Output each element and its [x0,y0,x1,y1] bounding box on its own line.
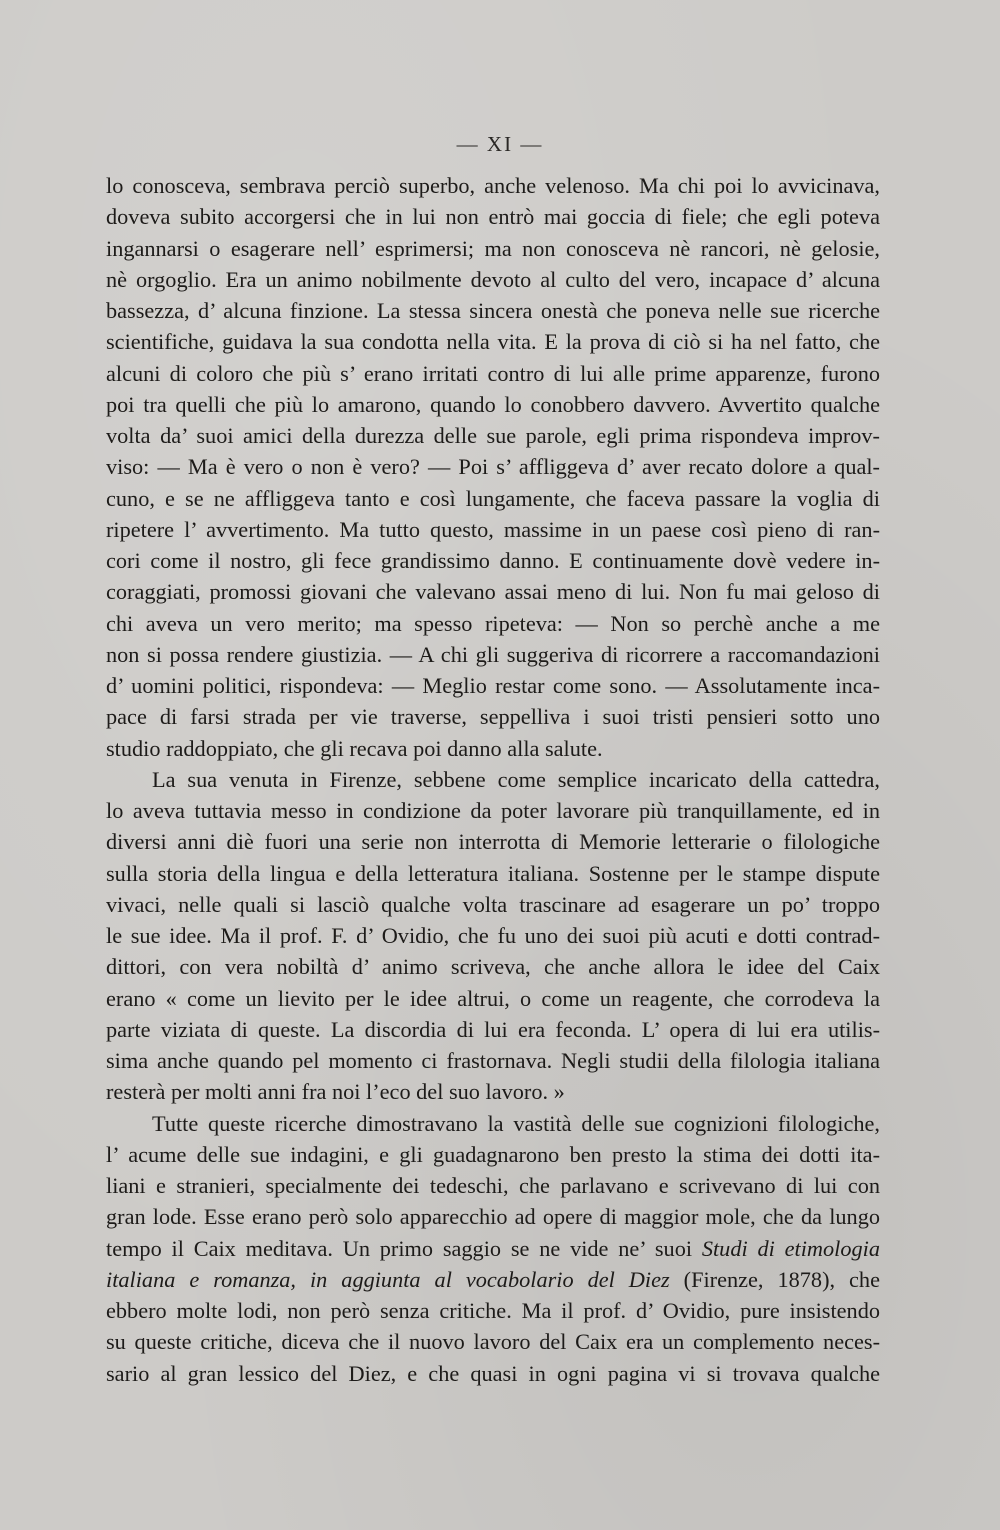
text-line: non si possa rendere giustizia. — A chi gli suggeriva di ricorrere a raccomandazioni [106,641,880,667]
text-line: cuno, e se ne affliggeva tanto e così lungamente, che faceva passare la voglia di [106,485,880,511]
text-line: chi aveva un vero merito; ma spesso ripeteva: — Non so perchè anche a me [106,610,880,636]
text-line: ripetere l’ avvertimento. Ma tutto questo, massime in un paese così pieno di ran- [106,516,880,542]
body-text [106,170,880,1389]
text-line: viso: — Ma è vero o non è vero? — Poi s’ affliggeva d’ aver recato dolore a qual- [106,454,880,480]
text-line: studio raddoppiato, che gli recava poi danno alla salute. [106,735,603,761]
text-line: bassezza, d’ alcuna finzione. La stessa sincera onestà che poneva nelle sue ricerche [106,298,880,323]
text-line: nè orgoglio. Era un animo nobilmente devoto al culto del vero, incapace d’ alcuna [106,266,880,292]
text-line: lo aveva tuttavia messo in condizione da poter lavorare più tranquillamente, ed in [106,798,880,823]
text-line: gran lode. Esse erano però solo apparecchio ad opere di maggior mole, che da lungo [106,1204,880,1230]
text-line: liani e stranieri, specialmente dei tedeschi, che parlavano e scrivevano di lui con [106,1173,880,1198]
text-line: Tutte queste ricerche dimostravano la vastità delle sue cognizioni filologiche, [152,1110,880,1136]
text-line: erano « come un lievito per le idee altrui, o come un reagente, che corrodeva la [106,985,880,1011]
text-line: dittori, con vera nobiltà d’ animo scriveva, che anche allora le idee del Caix [106,954,880,980]
text-segment: tempo il Caix meditava. Un primo saggio se ne vide ne’ suoi [106,1235,702,1261]
text-line: parte viziata di queste. La discordia di lui era feconda. L’ opera di lui era utilis- [106,1016,880,1042]
text-line [106,1233,880,1264]
page-number: — XI — [456,132,544,156]
text-line: le sue idee. Ma il prof. F. d’ Ovidio, che fu uno dei suoi più acuti e dotti contrad- [106,923,880,948]
text-line: vivaci, nelle quali si lasciò qualche volta trascinare ad esagerare un po’ troppo [106,891,880,917]
text-line: ebbero molte lodi, non però senza critiche. Ma il prof. d’ Ovidio, pure insistendo [106,1298,880,1323]
text-line: volta da’ suoi amici della durezza delle sue parole, egli prima rispondeva improv- [106,423,880,448]
text-line: resterà per molti anni fra noi l’eco del suo lavoro. » [106,1079,565,1105]
text-line: sima anche quando pel momento ci frastornava. Negli studii della filologia italiana [106,1048,880,1073]
text-line: l’ acume delle sue indagini, e gli guadagnarono ben presto la stima dei dotti ita- [106,1141,880,1167]
text-line: coraggiati, promossi giovani che valevano assai meno di lui. Non fu mai geloso di [106,579,880,605]
text-line: scientifiche, guidava la sua condotta nella vita. E la prova di ciò si ha nel fatto, che [106,329,880,355]
italic-title: italiana e romanza, in aggiunta al vocabolario del Diez [106,1266,670,1292]
text-line: sulla storia della lingua e della letteratura italiana. Sostenne per le stampe dispute [106,860,880,886]
text-line: cori come il nostro, gli fece grandissimo danno. E continuamente dovè vedere in- [106,548,880,573]
text-line: lo conosceva, sembrava perciò superbo, anche velenoso. Ma chi poi lo avvicinava, [106,173,880,198]
text-line: ingannarsi o esagerare nell’ esprimersi; ma non conosceva nè rancori, nè gelosie, [106,235,880,261]
text-line: La sua venuta in Firenze, sebbene come semplice incaricato della cattedra, [152,766,880,792]
italic-title: Studi di etimologia [701,1235,880,1261]
text-line: su queste critiche, diceva che il nuovo lavoro del Caix era un complemento neces- [106,1329,880,1355]
text-segment: (Firenze, 1878), che [669,1266,880,1292]
text-line [106,1264,880,1295]
text-line: doveva subito accorgersi che in lui non entrò mai goccia di fiele; che egli poteva [106,204,880,230]
text-line: poi tra quelli che più lo amarono, quando lo conobbero davvero. Avvertito qualche [106,391,880,417]
text-line: pace di farsi strada per vie traverse, seppelliva i suoi tristi pensieri sotto uno [106,704,880,730]
text-line: diversi anni diè fuori una serie non interrotta di Memorie letterarie o filologiche [106,829,880,855]
text-line: sario al gran lessico del Diez, e che quasi in ogni pagina vi si trovava qualche [106,1360,880,1386]
text-line: alcuni di coloro che più s’ erano irritati contro di lui alle prime apparenze, furono [106,360,880,386]
text-line: d’ uomini politici, rispondeva: — Meglio restar come sono. — Assolutamente inca- [106,673,880,698]
